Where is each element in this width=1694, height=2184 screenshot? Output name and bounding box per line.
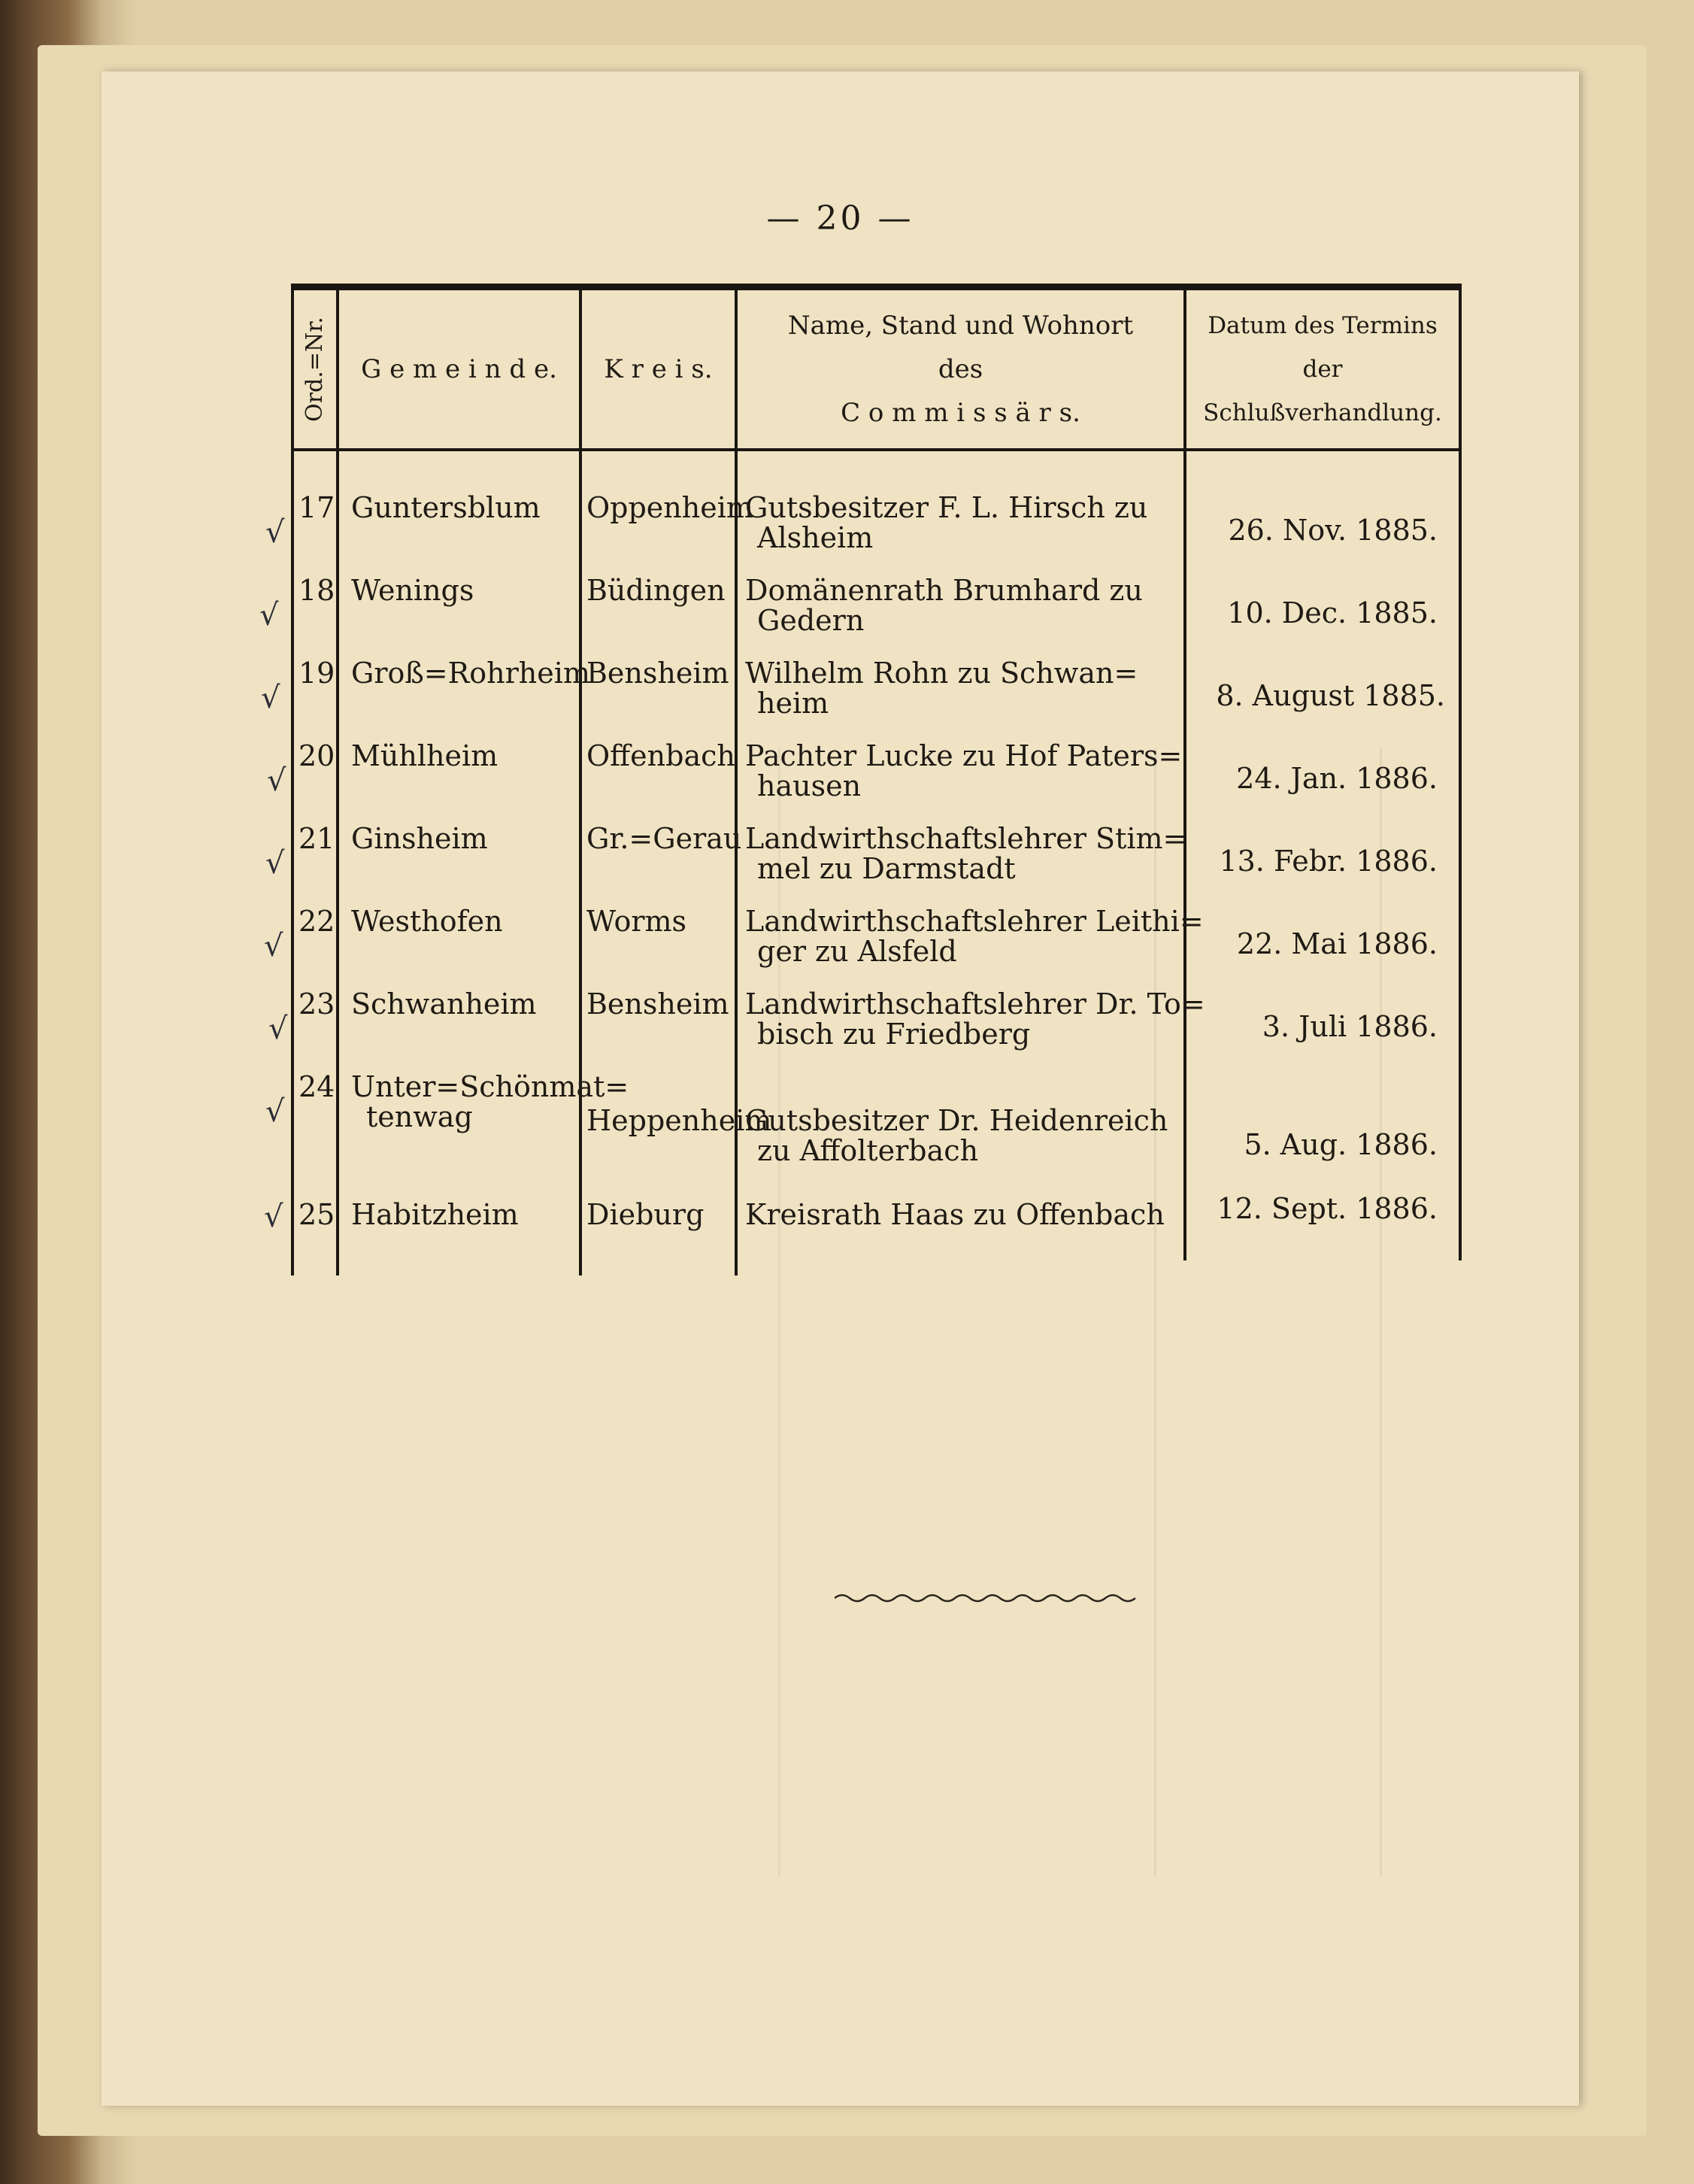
gemeinde: Mühlheim — [351, 739, 499, 772]
row-number: 25 — [298, 1198, 335, 1231]
row-number: 24 — [298, 1070, 335, 1103]
datum: 3. Juli 1886. — [1262, 1010, 1438, 1043]
row-number: 22 — [298, 905, 335, 938]
kreis: Bensheim — [586, 657, 729, 690]
table-header — [291, 290, 1462, 451]
commissar-line1: Kreisrath Haas zu Offenbach — [745, 1198, 1165, 1231]
commissar-table — [291, 284, 1462, 1279]
datum: 26. Nov. 1885. — [1228, 514, 1438, 547]
commissar-line1: Wilhelm Rohn zu Schwan= — [745, 657, 1138, 690]
checkmark-icon: √ — [265, 1094, 285, 1129]
gemeinde: Unter=Schönmat= — [351, 1070, 629, 1103]
row-number: 20 — [298, 739, 335, 772]
commissar-line2: Gedern — [757, 604, 865, 637]
header-ord: Ord.=Nr. — [302, 317, 328, 422]
checkmark-icon: √ — [268, 1012, 288, 1046]
wavy-divider-icon — [835, 1591, 1143, 1606]
datum: 5. Aug. 1886. — [1244, 1128, 1438, 1161]
datum: 24. Jan. 1886. — [1236, 762, 1438, 795]
kreis: Offenbach — [586, 739, 735, 772]
gemeinde-line2: tenwag — [366, 1100, 473, 1133]
datum: 12. Sept. 1886. — [1217, 1192, 1438, 1225]
gemeinde: Groß=Rohrheim — [351, 657, 590, 690]
document-page — [102, 71, 1579, 2106]
checkmark-icon: √ — [259, 598, 279, 632]
header-datum: Datum des Termins der Schlußverhandlung. — [1203, 312, 1442, 426]
header-kreis: K r e i s. — [604, 354, 713, 384]
commissar-line2: hausen — [757, 769, 862, 802]
commissar-line1: Landwirthschaftslehrer Stim= — [745, 822, 1187, 855]
kreis: Worms — [586, 905, 687, 938]
row-number: 21 — [298, 822, 335, 855]
commissar-line2: bisch zu Friedberg — [757, 1018, 1031, 1051]
commissar-line1: Domänenrath Brumhard zu — [745, 574, 1143, 607]
header-name: Name, Stand und Wohnort des C o m m i s s ä r s. — [787, 311, 1134, 428]
gemeinde: Schwanheim — [351, 987, 537, 1021]
checkmark-icon: √ — [264, 929, 283, 963]
commissar-line2: zu Affolterbach — [757, 1134, 979, 1167]
kreis: Heppenheim — [586, 1104, 772, 1137]
kreis: Bensheim — [586, 987, 729, 1021]
kreis: Dieburg — [586, 1198, 705, 1231]
kreis: Büdingen — [586, 574, 726, 607]
datum: 10. Dec. 1885. — [1227, 596, 1438, 629]
gemeinde: Habitzheim — [351, 1198, 519, 1231]
checkmark-icon: √ — [265, 515, 285, 550]
commissar-line2: heim — [757, 687, 829, 720]
commissar-line1: Gutsbesitzer Dr. Heidenreich — [745, 1104, 1168, 1137]
row-number: 18 — [298, 574, 335, 607]
gemeinde: Westhofen — [351, 905, 503, 938]
datum: 8. August 1885. — [1216, 679, 1445, 712]
commissar-line2: ger zu Alsfeld — [757, 935, 957, 968]
page-number: — 20 — — [766, 199, 914, 238]
row-number: 23 — [298, 987, 335, 1021]
table-body — [291, 451, 1462, 1279]
commissar-line2: mel zu Darmstadt — [757, 852, 1016, 885]
gemeinde: Guntersblum — [351, 491, 541, 524]
commissar-line1: Gutsbesitzer F. L. Hirsch zu — [745, 491, 1148, 524]
kreis: Gr.=Gerau — [586, 822, 742, 855]
commissar-line2: Alsheim — [757, 521, 874, 554]
row-number: 17 — [298, 491, 335, 524]
gemeinde: Wenings — [351, 574, 474, 607]
header-gemeinde: G e m e i n d e. — [361, 354, 557, 384]
gemeinde: Ginsheim — [351, 822, 488, 855]
datum: 13. Febr. 1886. — [1219, 845, 1438, 878]
kreis: Oppenheim — [586, 491, 753, 524]
commissar-line1: Pachter Lucke zu Hof Paters= — [745, 739, 1183, 772]
row-number: 19 — [298, 657, 335, 690]
checkmark-icon: √ — [265, 846, 285, 881]
commissar-line1: Landwirthschaftslehrer Dr. To= — [745, 987, 1205, 1021]
checkmark-icon: √ — [267, 763, 286, 798]
datum: 22. Mai 1886. — [1236, 927, 1438, 960]
checkmark-icon: √ — [264, 1200, 283, 1234]
commissar-line1: Landwirthschaftslehrer Leithi= — [745, 905, 1204, 938]
checkmark-icon: √ — [261, 681, 280, 715]
